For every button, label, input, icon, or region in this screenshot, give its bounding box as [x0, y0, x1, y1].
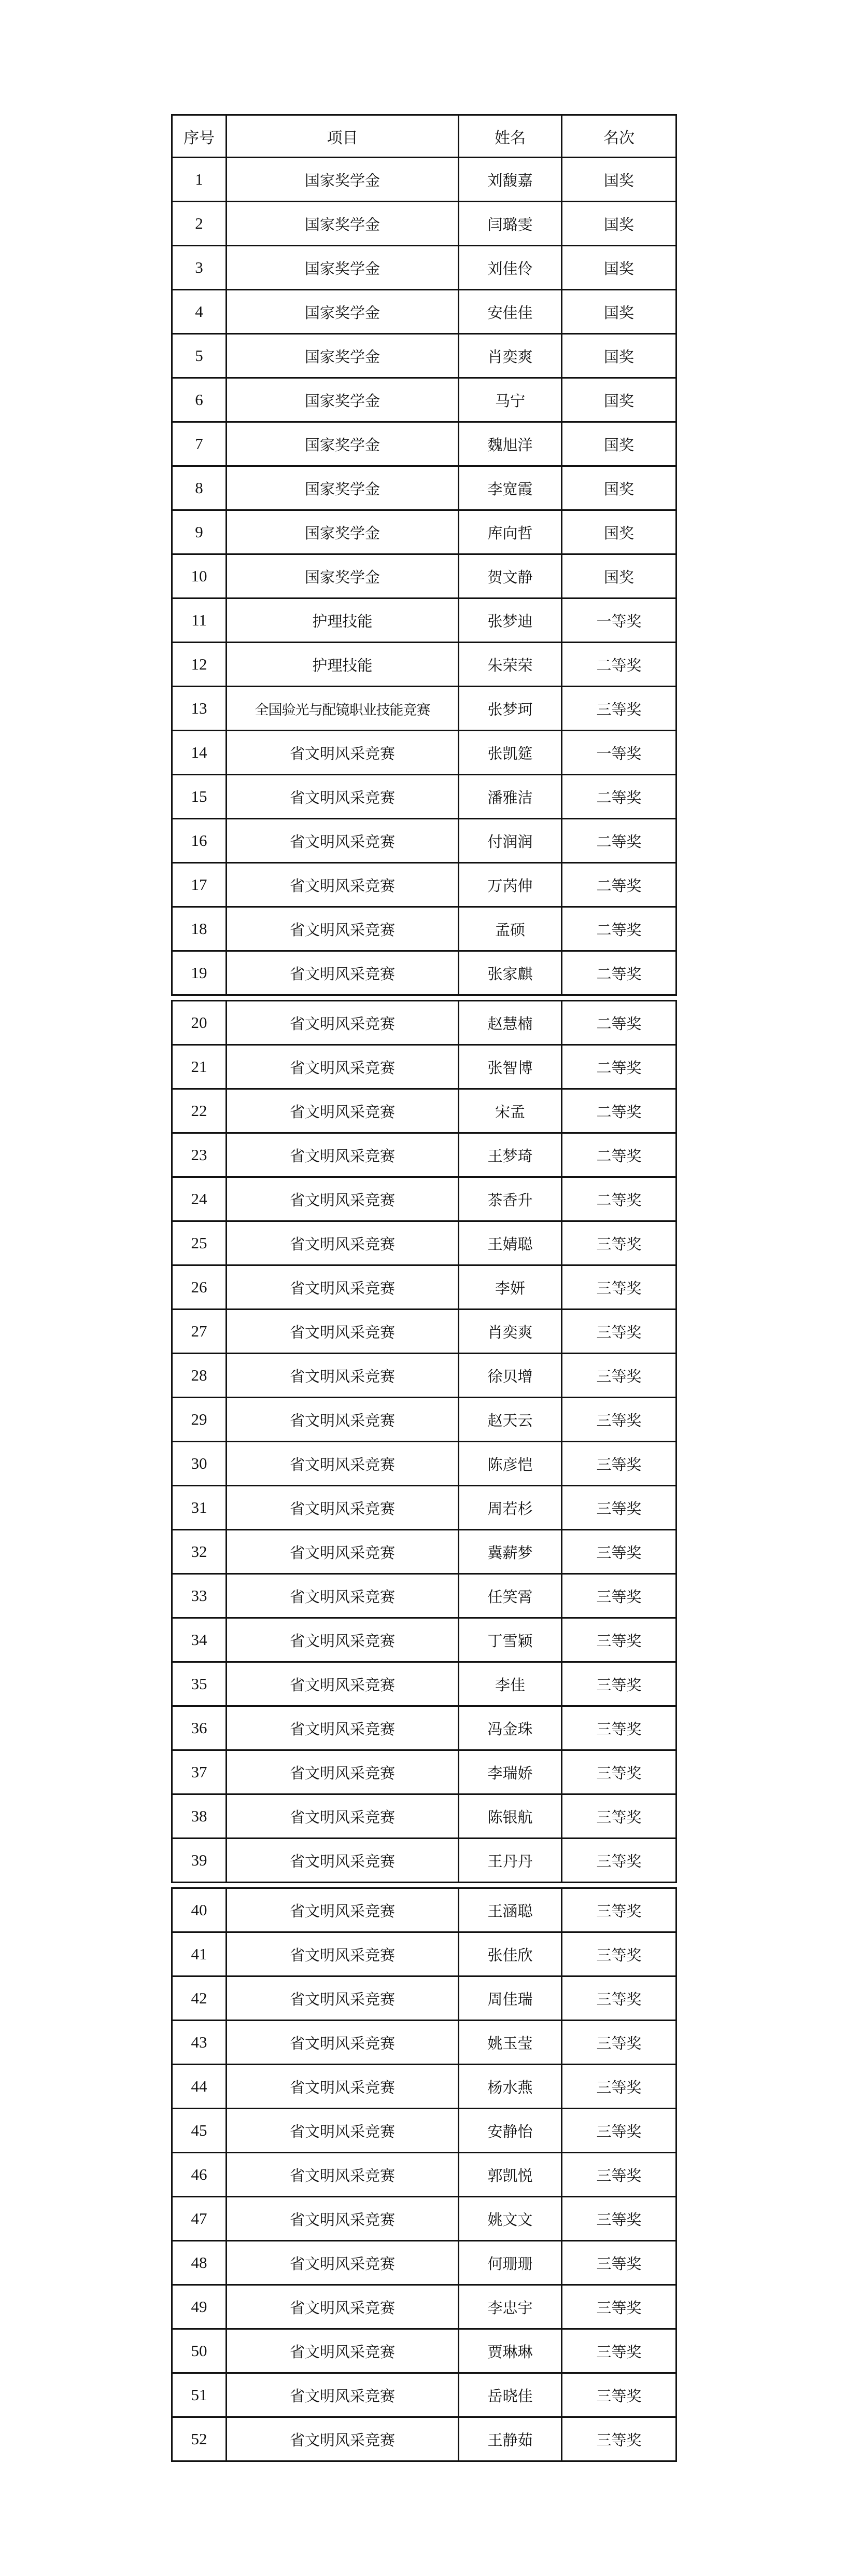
cell-rank: 二等奖	[562, 1001, 676, 1045]
cell-name: 姚文文	[459, 2197, 562, 2241]
cell-rank: 三等奖	[562, 1706, 676, 1750]
cell-name: 王静茹	[459, 2417, 562, 2461]
cell-item: 国家奖学金	[227, 202, 459, 246]
cell-name: 张智博	[459, 1045, 562, 1089]
cell-name: 安佳佳	[459, 290, 562, 334]
table-row	[172, 1177, 676, 1221]
cell-name: 李佳	[459, 1662, 562, 1706]
cell-name: 赵慧楠	[459, 1001, 562, 1045]
cell-rank: 三等奖	[562, 2153, 676, 2197]
cell-rank: 三等奖	[562, 1839, 676, 1883]
cell-index: 38	[172, 1794, 227, 1839]
table-row	[172, 466, 676, 510]
table-header-row	[172, 115, 676, 158]
cell-name: 周佳瑞	[459, 1976, 562, 2021]
cell-index: 33	[172, 1574, 227, 1618]
cell-item: 国家奖学金	[227, 290, 459, 334]
cell-name: 潘雅洁	[459, 775, 562, 819]
table-row	[172, 907, 676, 951]
table-row	[172, 2109, 676, 2153]
cell-index: 31	[172, 1486, 227, 1530]
cell-name: 赵天云	[459, 1398, 562, 1442]
table-row	[172, 202, 676, 246]
cell-name: 李妍	[459, 1265, 562, 1310]
table-body	[172, 1001, 676, 1883]
cell-rank: 三等奖	[562, 1310, 676, 1354]
cell-item: 护理技能	[227, 598, 459, 643]
cell-index: 45	[172, 2109, 227, 2153]
table-row	[172, 863, 676, 907]
table-row	[172, 1133, 676, 1177]
cell-name: 闫璐雯	[459, 202, 562, 246]
cell-name: 朱荣荣	[459, 643, 562, 687]
cell-item: 省文明风采竞赛	[227, 1354, 459, 1398]
table-row	[172, 1001, 676, 1045]
cell-name: 付润润	[459, 819, 562, 863]
table-row	[172, 2065, 676, 2109]
cell-item: 省文明风采竞赛	[227, 2197, 459, 2241]
table-row	[172, 510, 676, 554]
cell-index: 5	[172, 334, 227, 378]
cell-name: 王涵聪	[459, 1888, 562, 1932]
table-row	[172, 334, 676, 378]
cell-rank: 二等奖	[562, 863, 676, 907]
cell-rank: 三等奖	[562, 2065, 676, 2109]
cell-rank: 三等奖	[562, 1750, 676, 1794]
table-row	[172, 951, 676, 995]
cell-index: 11	[172, 598, 227, 643]
table-row	[172, 1976, 676, 2021]
cell-item: 省文明风采竞赛	[227, 1794, 459, 1839]
table-row	[172, 731, 676, 775]
cell-item: 全国验光与配镜职业技能竞赛	[227, 687, 459, 731]
column-header-index: 序号	[172, 115, 227, 158]
cell-rank: 国奖	[562, 554, 676, 598]
table-row	[172, 1486, 676, 1530]
table-row	[172, 598, 676, 643]
cell-index: 16	[172, 819, 227, 863]
cell-index: 34	[172, 1618, 227, 1662]
cell-name: 丁雪颖	[459, 1618, 562, 1662]
cell-item: 省文明风采竞赛	[227, 1045, 459, 1089]
cell-rank: 二等奖	[562, 1133, 676, 1177]
cell-index: 19	[172, 951, 227, 995]
table-row	[172, 1839, 676, 1883]
cell-item: 省文明风采竞赛	[227, 1976, 459, 2021]
table-row	[172, 1354, 676, 1398]
cell-name: 宋孟	[459, 1089, 562, 1133]
cell-rank: 二等奖	[562, 951, 676, 995]
cell-index: 48	[172, 2241, 227, 2285]
cell-index: 21	[172, 1045, 227, 1089]
table-row	[172, 1530, 676, 1574]
table-row	[172, 643, 676, 687]
cell-name: 冯金珠	[459, 1706, 562, 1750]
table-row	[172, 554, 676, 598]
cell-index: 23	[172, 1133, 227, 1177]
cell-rank: 国奖	[562, 246, 676, 290]
cell-name: 陈银航	[459, 1794, 562, 1839]
cell-name: 李瑞娇	[459, 1750, 562, 1794]
cell-name: 刘佳伶	[459, 246, 562, 290]
cell-item: 国家奖学金	[227, 466, 459, 510]
cell-index: 30	[172, 1442, 227, 1486]
cell-item: 省文明风采竞赛	[227, 863, 459, 907]
cell-rank: 二等奖	[562, 1045, 676, 1089]
cell-rank: 三等奖	[562, 1574, 676, 1618]
cell-rank: 国奖	[562, 290, 676, 334]
cell-index: 36	[172, 1706, 227, 1750]
cell-item: 省文明风采竞赛	[227, 2285, 459, 2329]
cell-name: 肖奕爽	[459, 334, 562, 378]
table-row	[172, 2329, 676, 2373]
cell-item: 省文明风采竞赛	[227, 1932, 459, 1976]
cell-item: 国家奖学金	[227, 510, 459, 554]
cell-rank: 三等奖	[562, 2197, 676, 2241]
cell-item: 省文明风采竞赛	[227, 1662, 459, 1706]
table-body	[172, 158, 676, 995]
table-row	[172, 2241, 676, 2285]
cell-index: 40	[172, 1888, 227, 1932]
cell-index: 2	[172, 202, 227, 246]
table-row	[172, 2373, 676, 2417]
cell-item: 省文明风采竞赛	[227, 1221, 459, 1265]
cell-index: 10	[172, 554, 227, 598]
cell-index: 50	[172, 2329, 227, 2373]
cell-index: 49	[172, 2285, 227, 2329]
column-header-name: 姓名	[459, 115, 562, 158]
cell-name: 周若杉	[459, 1486, 562, 1530]
cell-index: 47	[172, 2197, 227, 2241]
cell-rank: 三等奖	[562, 2021, 676, 2065]
cell-rank: 一等奖	[562, 731, 676, 775]
cell-name: 岳晓佳	[459, 2373, 562, 2417]
cell-rank: 国奖	[562, 158, 676, 202]
cell-item: 省文明风采竞赛	[227, 1089, 459, 1133]
cell-item: 省文明风采竞赛	[227, 951, 459, 995]
cell-rank: 三等奖	[562, 1354, 676, 1398]
cell-item: 省文明风采竞赛	[227, 1618, 459, 1662]
cell-rank: 国奖	[562, 334, 676, 378]
cell-item: 省文明风采竞赛	[227, 1398, 459, 1442]
table-row	[172, 2417, 676, 2461]
table-row	[172, 1310, 676, 1354]
cell-name: 马宁	[459, 378, 562, 422]
table-row	[172, 1750, 676, 1794]
cell-name: 贺文静	[459, 554, 562, 598]
table-row	[172, 1706, 676, 1750]
table-row	[172, 1265, 676, 1310]
cell-name: 陈彦恺	[459, 1442, 562, 1486]
table-row	[172, 1045, 676, 1089]
cell-rank: 二等奖	[562, 775, 676, 819]
cell-rank: 三等奖	[562, 1932, 676, 1976]
cell-index: 29	[172, 1398, 227, 1442]
table-row	[172, 1888, 676, 1932]
column-header-item: 项目	[227, 115, 459, 158]
cell-rank: 国奖	[562, 510, 676, 554]
cell-rank: 三等奖	[562, 687, 676, 731]
cell-rank: 三等奖	[562, 1442, 676, 1486]
cell-item: 省文明风采竞赛	[227, 2153, 459, 2197]
cell-index: 39	[172, 1839, 227, 1883]
cell-name: 张梦迪	[459, 598, 562, 643]
cell-item: 护理技能	[227, 643, 459, 687]
cell-index: 9	[172, 510, 227, 554]
cell-index: 46	[172, 2153, 227, 2197]
cell-index: 20	[172, 1001, 227, 1045]
cell-rank: 三等奖	[562, 1265, 676, 1310]
cell-index: 41	[172, 1932, 227, 1976]
cell-index: 43	[172, 2021, 227, 2065]
cell-index: 25	[172, 1221, 227, 1265]
column-header-rank: 名次	[562, 115, 676, 158]
cell-name: 李忠宇	[459, 2285, 562, 2329]
cell-rank: 三等奖	[562, 1530, 676, 1574]
cell-rank: 二等奖	[562, 1177, 676, 1221]
cell-index: 12	[172, 643, 227, 687]
cell-item: 省文明风采竞赛	[227, 819, 459, 863]
cell-rank: 二等奖	[562, 819, 676, 863]
cell-name: 张家麒	[459, 951, 562, 995]
cell-item: 省文明风采竞赛	[227, 2021, 459, 2065]
cell-item: 省文明风采竞赛	[227, 1706, 459, 1750]
table-row	[172, 378, 676, 422]
cell-name: 王丹丹	[459, 1839, 562, 1883]
cell-index: 26	[172, 1265, 227, 1310]
cell-index: 8	[172, 466, 227, 510]
cell-rank: 三等奖	[562, 2373, 676, 2417]
cell-item: 省文明风采竞赛	[227, 1486, 459, 1530]
cell-index: 14	[172, 731, 227, 775]
cell-rank: 三等奖	[562, 2109, 676, 2153]
table-row	[172, 1398, 676, 1442]
cell-index: 22	[172, 1089, 227, 1133]
cell-rank: 国奖	[562, 202, 676, 246]
table-row	[172, 2285, 676, 2329]
table-row	[172, 1794, 676, 1839]
cell-name: 张佳欣	[459, 1932, 562, 1976]
cell-item: 省文明风采竞赛	[227, 1133, 459, 1177]
cell-item: 省文明风采竞赛	[227, 2417, 459, 2461]
cell-name: 姚玉莹	[459, 2021, 562, 2065]
cell-name: 张梦珂	[459, 687, 562, 731]
cell-rank: 三等奖	[562, 1221, 676, 1265]
cell-item: 省文明风采竞赛	[227, 1888, 459, 1932]
cell-item: 国家奖学金	[227, 378, 459, 422]
cell-item: 省文明风采竞赛	[227, 1839, 459, 1883]
cell-rank: 国奖	[562, 466, 676, 510]
cell-index: 18	[172, 907, 227, 951]
cell-item: 省文明风采竞赛	[227, 1530, 459, 1574]
cell-rank: 三等奖	[562, 2285, 676, 2329]
cell-item: 省文明风采竞赛	[227, 2329, 459, 2373]
cell-index: 44	[172, 2065, 227, 2109]
cell-item: 省文明风采竞赛	[227, 907, 459, 951]
cell-index: 7	[172, 422, 227, 466]
cell-rank: 三等奖	[562, 1976, 676, 2021]
cell-name: 茶香升	[459, 1177, 562, 1221]
cell-rank: 国奖	[562, 378, 676, 422]
cell-name: 万芮伸	[459, 863, 562, 907]
cell-item: 省文明风采竞赛	[227, 2373, 459, 2417]
table-row	[172, 2021, 676, 2065]
cell-index: 35	[172, 1662, 227, 1706]
cell-rank: 二等奖	[562, 643, 676, 687]
cell-index: 42	[172, 1976, 227, 2021]
cell-name: 郭凯悦	[459, 2153, 562, 2197]
cell-rank: 三等奖	[562, 1888, 676, 1932]
table-row	[172, 158, 676, 202]
cell-index: 4	[172, 290, 227, 334]
cell-item: 国家奖学金	[227, 158, 459, 202]
table-row	[172, 1618, 676, 1662]
cell-rank: 三等奖	[562, 1662, 676, 1706]
table-row	[172, 687, 676, 731]
cell-item: 国家奖学金	[227, 422, 459, 466]
cell-index: 6	[172, 378, 227, 422]
cell-item: 省文明风采竞赛	[227, 2109, 459, 2153]
cell-name: 肖奕爽	[459, 1310, 562, 1354]
cell-name: 张凯筵	[459, 731, 562, 775]
cell-index: 24	[172, 1177, 227, 1221]
cell-name: 王婧聪	[459, 1221, 562, 1265]
cell-index: 13	[172, 687, 227, 731]
table-row	[172, 819, 676, 863]
table-row	[172, 1574, 676, 1618]
cell-item: 省文明风采竞赛	[227, 1442, 459, 1486]
table-row	[172, 1089, 676, 1133]
cell-name: 徐贝增	[459, 1354, 562, 1398]
cell-index: 28	[172, 1354, 227, 1398]
table-row	[172, 2153, 676, 2197]
awards-table-page-1	[171, 114, 677, 996]
cell-rank: 二等奖	[562, 1089, 676, 1133]
cell-name: 何珊珊	[459, 2241, 562, 2285]
cell-item: 省文明风采竞赛	[227, 1177, 459, 1221]
cell-item: 省文明风采竞赛	[227, 1001, 459, 1045]
cell-name: 王梦琦	[459, 1133, 562, 1177]
cell-rank: 一等奖	[562, 598, 676, 643]
cell-item: 省文明风采竞赛	[227, 2065, 459, 2109]
cell-item: 省文明风采竞赛	[227, 1574, 459, 1618]
cell-item: 国家奖学金	[227, 246, 459, 290]
table-row	[172, 422, 676, 466]
cell-rank: 国奖	[562, 422, 676, 466]
awards-table-page-2	[171, 1000, 677, 1883]
cell-name: 任笑霄	[459, 1574, 562, 1618]
cell-name: 贾琳琳	[459, 2329, 562, 2373]
cell-index: 32	[172, 1530, 227, 1574]
cell-name: 孟硕	[459, 907, 562, 951]
cell-name: 冀薪梦	[459, 1530, 562, 1574]
table-row	[172, 2197, 676, 2241]
cell-rank: 三等奖	[562, 1618, 676, 1662]
table-row	[172, 1932, 676, 1976]
cell-rank: 三等奖	[562, 2417, 676, 2461]
cell-item: 省文明风采竞赛	[227, 1265, 459, 1310]
cell-index: 27	[172, 1310, 227, 1354]
cell-name: 刘馥嘉	[459, 158, 562, 202]
cell-name: 杨水燕	[459, 2065, 562, 2109]
table-row	[172, 1442, 676, 1486]
cell-item: 省文明风采竞赛	[227, 1310, 459, 1354]
cell-index: 17	[172, 863, 227, 907]
table-row	[172, 290, 676, 334]
cell-rank: 三等奖	[562, 1486, 676, 1530]
cell-item: 省文明风采竞赛	[227, 775, 459, 819]
cell-index: 51	[172, 2373, 227, 2417]
table-row	[172, 246, 676, 290]
cell-rank: 二等奖	[562, 907, 676, 951]
cell-item: 国家奖学金	[227, 334, 459, 378]
cell-rank: 三等奖	[562, 1794, 676, 1839]
cell-item: 省文明风采竞赛	[227, 2241, 459, 2285]
cell-index: 1	[172, 158, 227, 202]
awards-table-page-3	[171, 1887, 677, 2462]
cell-rank: 三等奖	[562, 2329, 676, 2373]
cell-index: 52	[172, 2417, 227, 2461]
table-row	[172, 1221, 676, 1265]
cell-name: 魏旭洋	[459, 422, 562, 466]
cell-item: 国家奖学金	[227, 554, 459, 598]
cell-index: 3	[172, 246, 227, 290]
table-body	[172, 1888, 676, 2461]
cell-rank: 三等奖	[562, 1398, 676, 1442]
cell-item: 省文明风采竞赛	[227, 731, 459, 775]
cell-name: 库向哲	[459, 510, 562, 554]
cell-name: 李宽霞	[459, 466, 562, 510]
table-row	[172, 775, 676, 819]
cell-rank: 三等奖	[562, 2241, 676, 2285]
cell-index: 15	[172, 775, 227, 819]
cell-index: 37	[172, 1750, 227, 1794]
cell-name: 安静怡	[459, 2109, 562, 2153]
cell-item: 省文明风采竞赛	[227, 1750, 459, 1794]
table-row	[172, 1662, 676, 1706]
